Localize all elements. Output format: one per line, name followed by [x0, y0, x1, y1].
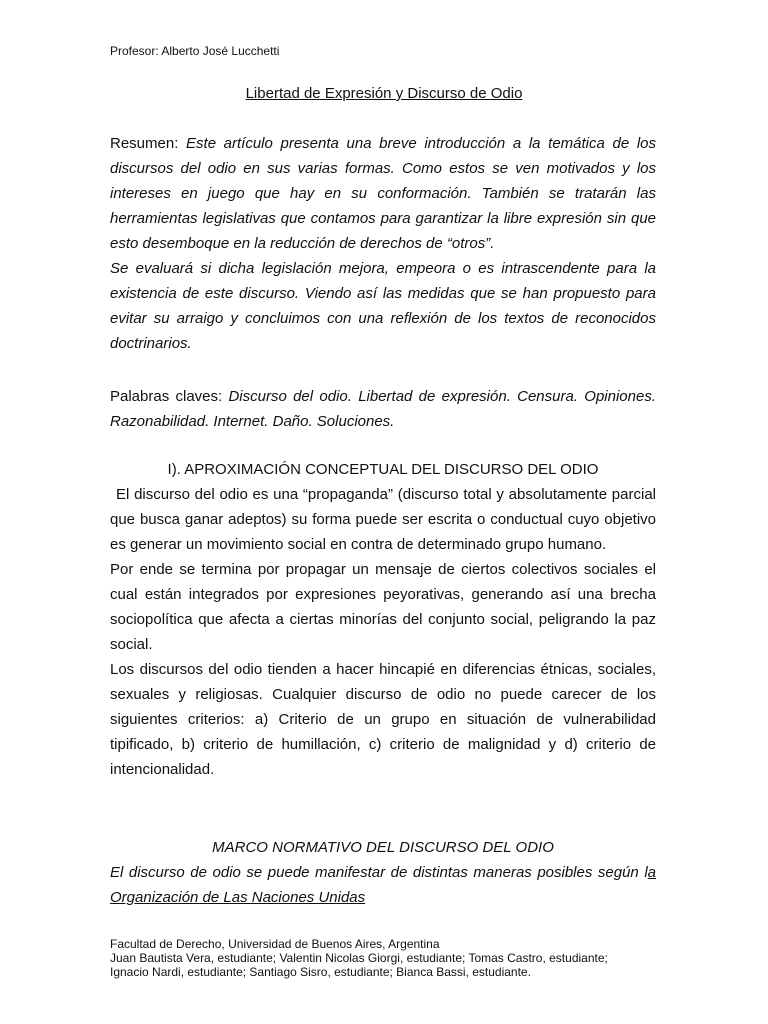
section-2-paragraph-1	[110, 860, 656, 910]
section-2	[110, 835, 656, 910]
document-title	[0, 85, 768, 103]
abstract-label: Resumen:	[110, 135, 187, 152]
un-organization-link[interactable]: a Organización de Las Naciones Unidas	[110, 864, 656, 906]
keywords-paragraph	[110, 384, 656, 434]
document-title-text: Libertad de Expresión y Discurso de Odio	[245, 85, 523, 102]
section-1-paragraph-2: Por ende se termina por propagar un mensaje de ciertos colectivos sociales el cual están integrados por expresiones peyorativas, generando así una brecha sociopolítica que afecta a ciertas minorías del conjunto social, peligrando la paz social.	[110, 561, 656, 653]
page-header	[110, 44, 279, 58]
abstract-section	[110, 131, 656, 356]
section-1	[110, 457, 656, 782]
section-2-heading: MARCO NORMATIVO DEL DISCURSO DEL ODIO	[212, 839, 554, 856]
abstract-paragraph-2: Se evaluará si dicha legislación mejora, empeora o es intrascendente para la existencia de este discurso. Viendo así las medidas que se han propuesto para evitar su arraigo y concluimos con una reflexión de los textos de reconocidos doctrinarios.	[110, 260, 656, 352]
footer-faculty: Facultad de Derecho, Universidad de Buenos Aires, Argentina	[110, 937, 440, 951]
keywords-label: Palabras claves:	[110, 388, 229, 405]
abstract-text-1: Este artículo presenta una breve introducción a la temática de los discursos del odio en sus varias formas. Como estos se ven motivados y los intereses en juego que hay en su conformación. También se tratarán las herramientas legislativas que contamos para garantizar la libre expresión sin que esto desemboque en la reducción de derechos de “otros”.	[110, 135, 656, 252]
footer-authors-2: Ignacio Nardi, estudiante; Santiago Sisro, estudiante; Bianca Bassi, estudiante.	[110, 965, 531, 979]
footer-authors-1: Juan Bautista Vera, estudiante; Valentin Nicolas Giorgi, estudiante; Tomas Castro, estudiante;	[110, 951, 608, 965]
abstract-paragraph-1	[110, 131, 656, 256]
section-1-heading: I). APROXIMACIÓN CONCEPTUAL DEL DISCURSO DEL ODIO	[167, 461, 599, 478]
section-2-text: El discurso de odio se puede manifestar de distintas maneras posibles según l	[110, 864, 648, 881]
section-1-paragraph-1: El discurso del odio es una “propaganda” (discurso total y absolutamente parcial que busca ganar adeptos) su forma puede ser escrita o conductual cuyo objetivo es generar un movimiento social en contra de determinado grupo humano.	[110, 486, 656, 553]
professor-name: Profesor: Alberto José Lucchetti	[110, 44, 280, 58]
section-1-paragraph-3: Los discursos del odio tienden a hacer hincapié en diferencias étnicas, sociales, sexuales y religiosas. Cualquier discurso de odio no puede carecer de los siguientes criterios: a) Criterio de un grupo en situación de vulnerabilidad tipificado, b) criterio de humillación, c) criterio de malignidad y d) criterio de intencionalidad.	[110, 661, 656, 778]
keywords-text: Discurso del odio. Libertad de expresión. Censura. Opiniones. Razonabilidad. Internet. Daño. Soluciones.	[110, 388, 656, 430]
keywords-section	[110, 384, 656, 434]
page-footer	[110, 937, 670, 979]
